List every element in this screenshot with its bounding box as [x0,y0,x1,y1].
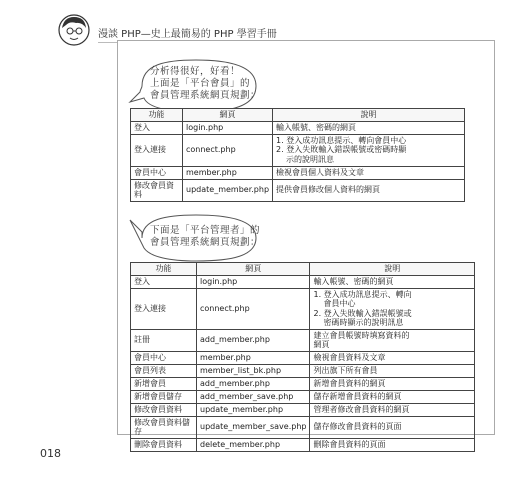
table-row [131,351,475,364]
cell-page: add_member_save.php [197,390,310,403]
table-row [131,179,465,201]
table-header-row [131,263,475,276]
table-row [131,364,475,377]
cell-page: add_member.php [197,377,310,390]
cell-description: 儲存新增會員資料的網頁 [310,390,475,403]
column-header: 網頁 [183,109,273,122]
table-row [131,438,475,451]
table-row [131,416,475,438]
cell-page: member.php [197,351,310,364]
cell-function: 修改會員資料 [131,403,197,416]
table-row [131,134,465,166]
cell-description: 輸入帳號、密碼的網頁 [273,121,465,134]
cell-function: 登入 [131,275,197,288]
cell-description: 1. 登入成功訊息提示、轉向會員中心 2. 登入失敗輸入錯誤帳號或密碼時顯 示的說明訊息 [273,134,465,166]
admin-pages-table [130,262,475,452]
column-header: 說明 [310,263,475,276]
cell-description: 建立會員帳號時填寫資料的 網頁 [310,329,475,351]
speech-bubble-2 [126,212,266,264]
cell-function: 登入連接 [131,134,183,166]
cell-description: 檢視會員個人資料及文章 [273,166,465,179]
cell-function: 新增會員儲存 [131,390,197,403]
cell-page: connect.php [197,288,310,329]
cell-function: 會員中心 [131,166,183,179]
cell-description: 儲存修改會員資料的頁面 [310,416,475,438]
cell-description: 輸入帳號、密碼的網頁 [310,275,475,288]
cell-description: 刪除會員資料的頁面 [310,438,475,451]
cell-description: 檢視會員資料及文章 [310,351,475,364]
cell-function: 刪除會員資料 [131,438,197,451]
cell-function: 修改會員資料 [131,179,183,201]
column-header: 功能 [131,109,183,122]
cell-page: update_member.php [197,403,310,416]
cell-page: delete_member.php [197,438,310,451]
table-row [131,166,465,179]
cell-function: 新增會員 [131,377,197,390]
cell-description: 1. 登入成功訊息提示、轉向 會員中心 2. 登入失敗輸入錯誤帳號或 密碼時顯示的說明訊息 [310,288,475,329]
cell-page: connect.php [183,134,273,166]
cell-function: 會員列表 [131,364,197,377]
table-header-row [131,109,465,122]
author-avatar-icon [58,14,90,46]
cell-function: 登入連接 [131,288,197,329]
table-row [131,403,475,416]
cell-description: 新增會員資料的網頁 [310,377,475,390]
book-title: 漫談 PHP—史上最簡易的 PHP 學習手冊 [98,29,277,40]
cell-page: login.php [183,121,273,134]
cell-page: update_member_save.php [197,416,310,438]
column-header: 說明 [273,109,465,122]
cell-description: 提供會員修改個人資料的網頁 [273,179,465,201]
table-row [131,121,465,134]
cell-page: login.php [197,275,310,288]
table-row [131,275,475,288]
cell-page: member_list_bk.php [197,364,310,377]
column-header: 網頁 [197,263,310,276]
bubble-1-text: 分析得很好，好看！ 上面是「平台會員」的 會員管理系統網頁規劃： [150,66,261,101]
table-row [131,329,475,351]
column-header: 功能 [131,263,197,276]
cell-function: 會員中心 [131,351,197,364]
cell-function: 註冊 [131,329,197,351]
page-number: 018 [40,447,61,460]
table-row [131,390,475,403]
member-pages-table [130,108,465,202]
cell-page: add_member.php [197,329,310,351]
table-row [131,377,475,390]
cell-description: 列出旗下所有會員 [310,364,475,377]
cell-page: update_member.php [183,179,273,201]
cell-function: 登入 [131,121,183,134]
table-row [131,288,475,329]
cell-description: 管理者修改會員資料的網頁 [310,403,475,416]
cell-page: member.php [183,166,273,179]
cell-function: 修改會員資料儲存 [131,416,197,438]
speech-bubble-1 [126,56,266,116]
bubble-2-text: 下面是「平台管理者」的 會員管理系統網頁規劃： [150,225,261,248]
